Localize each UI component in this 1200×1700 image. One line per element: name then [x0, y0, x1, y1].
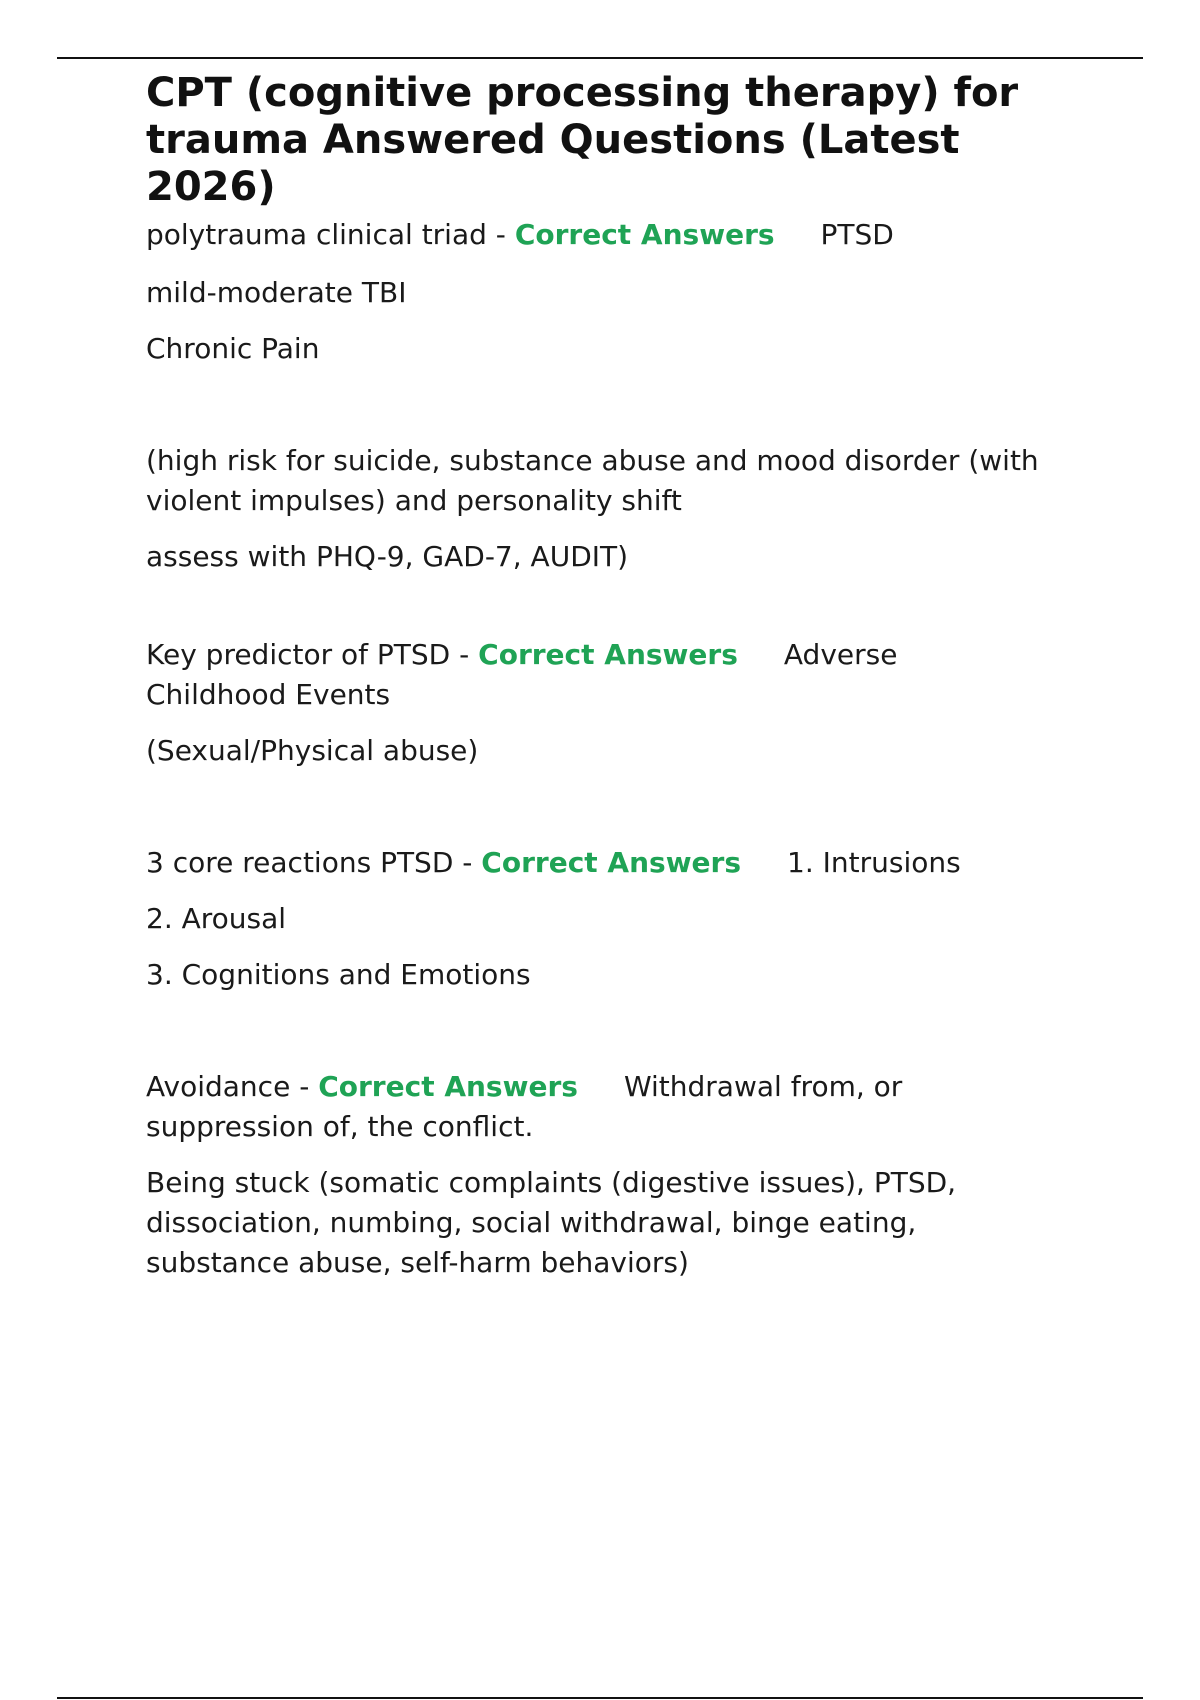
- question-text: polytrauma clinical triad -: [146, 218, 515, 251]
- answer-line: 3. Cognitions and Emotions: [146, 958, 531, 991]
- question-line: [146, 843, 1046, 883]
- answer-text: PTSD: [820, 218, 894, 251]
- answer-line: Being stuck (somatic complaints (digestive issues), PTSD, dissociation, numbing, social withdrawal, binge eating, substance abuse, self-harm behaviors): [146, 1166, 957, 1279]
- top-rule: [57, 57, 1143, 59]
- question-line: [146, 215, 1046, 255]
- bottom-rule: [57, 1697, 1143, 1699]
- document-title: CPT (cognitive processing therapy) for trauma Answered Questions (Latest 2026): [146, 70, 1019, 210]
- answer-line: Chronic Pain: [146, 332, 320, 365]
- question-text: Avoidance -: [146, 1070, 319, 1103]
- correct-answers-label: Correct Answers: [318, 1070, 578, 1103]
- correct-answers-label: Correct Answers: [481, 846, 742, 879]
- answer-text: Withdrawal from, or suppression of, the conflict.: [146, 1070, 903, 1143]
- answer-line: mild-moderate TBI: [146, 276, 407, 309]
- question-text: Key predictor of PTSD -: [146, 638, 479, 671]
- answer-line: (Sexual/Physical abuse): [146, 734, 479, 767]
- correct-answers-label: Correct Answers: [514, 218, 775, 251]
- answer-line: (high risk for suicide, substance abuse and mood disorder (with violent impulses) and personality shift: [146, 444, 1039, 517]
- answer-text: Adverse Childhood Events: [146, 638, 898, 711]
- document-body: [146, 70, 1046, 1283]
- answer-text: 1. Intrusions: [787, 846, 961, 879]
- question-line: [146, 635, 1046, 715]
- question-line: [146, 1067, 1046, 1147]
- answer-line: assess with PHQ-9, GAD-7, AUDIT): [146, 540, 629, 573]
- question-text: 3 core reactions PTSD -: [146, 846, 482, 879]
- correct-answers-label: Correct Answers: [478, 638, 738, 671]
- answer-line: 2. Arousal: [146, 902, 287, 935]
